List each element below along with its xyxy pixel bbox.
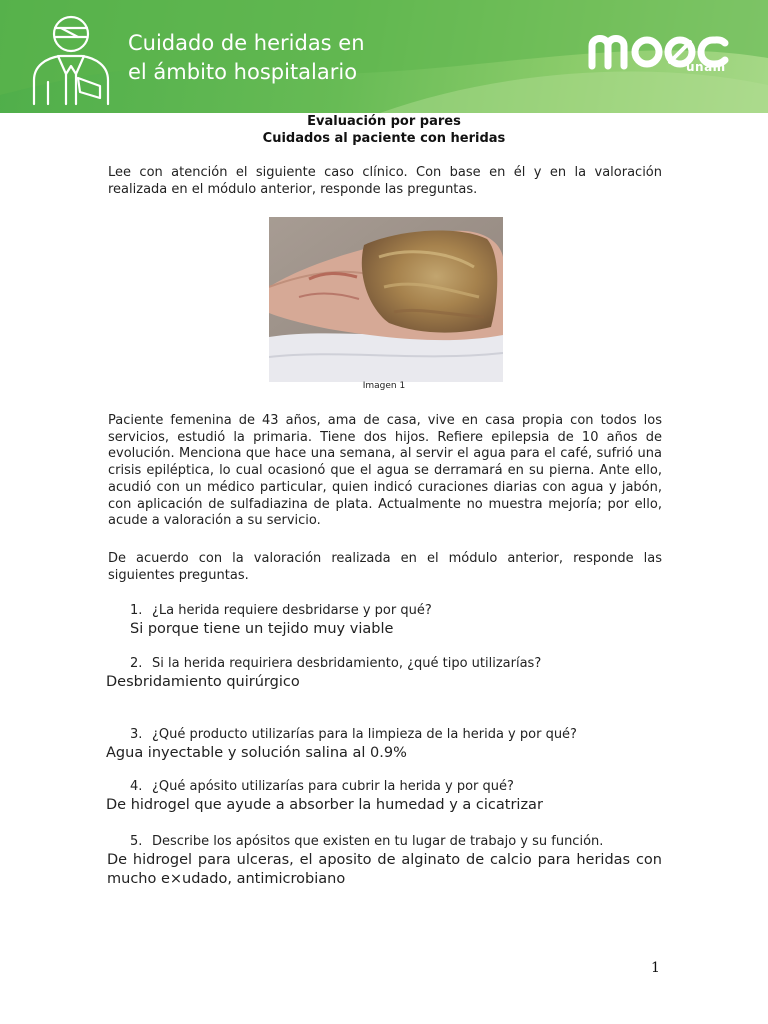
wound-photo [269,217,503,382]
image-caption: Imagen 1 [362,381,406,391]
answer-4: De hidrogel que ayude a absorber la humedad y a cicatrizar [106,797,543,813]
intro-paragraph: Lee con atención el siguiente caso clínico. Con base en él y en la valoración realizada en el módulo anterior, responde las preguntas. [108,165,662,197]
question-4 [130,779,514,794]
document-title: Evaluación por pares [307,114,461,129]
case-paragraph: Paciente femenina de 43 años, ama de casa, vive en casa propia con todos los servicios, estudió la primaria. Tiene dos hijos. Refiere epilepsia de 10 años de evolución. Menciona que hace una semana, al servir el agua para el café, sufrió una crisis epiléptica, lo cual ocasionó que el agua se derramará en su pierna. Ante ello, acudió con un médico particular, quien indicó curaciones diarias con agua y jabón, con aplicación de sulfadiazina de plata. Actualmente no muestra mejoría; por ello, acude a valoración a su servicio. [108,413,662,529]
question-text: ¿Qué apósito utilizarías para cubrir la herida y por qué? [152,779,514,794]
question-number: 3. [130,727,143,742]
answer-2: Desbridamiento quirúrgico [106,674,300,690]
wound-illustration [269,217,503,382]
logo-subtext: unam [686,60,726,74]
answer-3: Agua inyectable y solución salina al 0.9% [106,745,407,761]
course-title-line1: Cuidado de heridas en [128,31,365,55]
answer-5: De hidrogel para ulceras, el aposito de alginato de calcio para heridas con mucho e×udado, antimicrobiano [107,852,662,887]
question-text: ¿Qué producto utilizarías para la limpieza de la herida y por qué? [152,727,577,742]
page-number: 1 [651,960,660,976]
question-3 [130,727,577,742]
question-5 [130,834,603,849]
course-title-line2: el ámbito hospitalario [128,60,358,84]
course-title [128,29,365,87]
question-text: Si la herida requiriera desbridamiento, ¿qué tipo utilizarías? [152,656,542,671]
question-1 [130,603,432,618]
header-banner [0,0,768,113]
patient-icon [28,8,114,106]
answer-1: Si porque tiene un tejido muy viable [130,621,394,637]
question-number: 2. [130,656,143,671]
question-number: 5. [130,834,143,849]
questions-intro: De acuerdo con la valoración realizada en el módulo anterior, responde las siguientes preguntas. [108,551,662,583]
question-number: 4. [130,779,143,794]
document-subtitle: Cuidados al paciente con heridas [262,131,506,146]
question-number: 1. [130,603,143,618]
question-2 [130,656,541,671]
question-text: ¿La herida requiere desbridarse y por qué? [152,603,432,618]
question-text: Describe los apósitos que existen en tu lugar de trabajo y su función. [152,834,604,849]
